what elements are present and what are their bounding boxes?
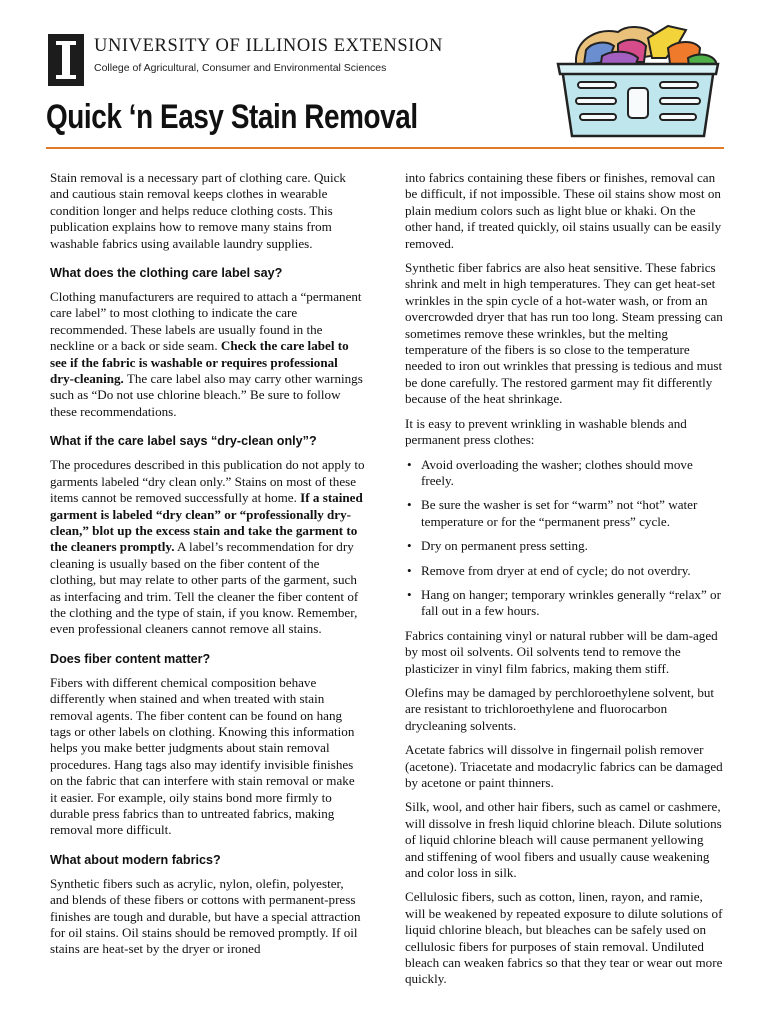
cellulosic-paragraph: Cellulosic fibers, such as cotton, linen, rayon, and ramie, will be weakened by repeated exposure to dilute solutions of liquid chlorine bleach, but bleaches can be safely used on cellulosic fibers for purposes of stain removal. Undiluted bleach can weaken fabrics so that they tear or wear out more quickly. (405, 889, 723, 987)
heat-sensitive-paragraph: Synthetic fiber fabrics are also heat sensitive. These fabrics shrink and melt in high temperatures. They can get heat-set wrinkles in the spin cycle of a hot-water wash, or from an overcrowded dryer that has run too long. Steam pressing can sometimes remove these wrinkles, but the melting temperature of the fibers is so close to the temperature needed to iron out wrinkles that pressing is tedious and must be done carefully. The restored garment may fit differently because of the heat shrinkage. (405, 260, 723, 407)
care-label-text-end: The care label also may carry other warnings such as “Do not use chlorine bleach.” Be sure to follow these recommendations. (50, 371, 363, 419)
care-label-emphasis: Check the care label to see if the fabric is washable or requires professional dry-cleaning. (50, 338, 349, 387)
list-item: • Hang on hanger; temporary wrinkles generally “relax” or fall out in a few hours. (421, 587, 723, 620)
dry-clean-emphasis: If a stained garment is labeled “dry clean” or “professionally dry-clean,” blot up the excess stain and take the garment to the cleaners promptly. (50, 490, 363, 555)
dry-clean-heading: What if the care label says “dry-clean only”? (50, 434, 317, 449)
list-item: • Be sure the washer is set for “warm” not “hot” water temperature or for the “permanent press” cycle. (421, 497, 723, 530)
list-item: • Avoid overloading the washer; clothes should move freely. (421, 457, 723, 490)
organization-name: UNIVERSITY OF ILLINOIS EXTENSION (94, 36, 443, 56)
college-name: College of Agricultural, Consumer and Environmental Sciences (94, 62, 387, 74)
silk-wool-paragraph: Silk, wool, and other hair fibers, such as camel or cashmere, will dissolve in fresh liquid chlorine bleach. Dilute solutions of liquid chlorine bleach will cause permanent yellowing and stiffening of wool fibers and usually cause weakening and color loss in silk. (405, 799, 722, 881)
vinyl-paragraph: Fabrics containing vinyl or natural rubber will be dam-aged by most oil solvents. Oil solvents tend to remove the plasticizer in vinyl film fabrics, making them stiff. (405, 627, 718, 676)
olefins-paragraph: Olefins may be damaged by perchloroethylene solvent, but are resistant to trichloroethylene and fluorocarbon drycleaning solvents. (405, 684, 715, 733)
dry-clean-text: The procedures described in this publication do not apply to garments labeled “dry clean only.” Stains on most of these items cannot be removed successfully at home. (50, 457, 365, 506)
title-divider (46, 147, 724, 149)
modern-fabrics-paragraph: Synthetic fibers such as acrylic, nylon, olefin, polyester, and blends of these fibers or cottons with permanent-press finishes are tough and durable, but have a special attraction for oil stains. Oil stains should be removed promptly. If oil stains are heat-set by the dryer or ironed (50, 875, 361, 957)
care-label-heading: What does the clothing care label say? (50, 266, 283, 281)
oil-stains-paragraph: into fabrics containing these fibers or finishes, removal can be difficult, if not impossible. These oil stains show most on plain medium colors such as light blue or khaki. On the other hand, if treated quickly, oil stains usually can be easily removed. (405, 170, 722, 251)
left-column (50, 170, 365, 966)
right-column (405, 170, 723, 996)
acetate-paragraph: Acetate fabrics will dissolve in fingernail polish remover (acetone). Triacetate and modacrylic fabrics can be damaged by acetone or paint thinners. (405, 742, 723, 790)
laundry-basket-icon (548, 18, 728, 144)
list-item: • Dry on permanent press setting. (421, 538, 723, 554)
intro-paragraph: Stain removal is a necessary part of clothing care. Quick and cautious stain removal keeps clothes in wearable condition longer and helps reduce clothing costs. This publication explains how to remove many stains from washable fabrics using available laundry supplies. (50, 170, 346, 251)
fiber-content-paragraph: Fibers with different chemical composition behave differently when stained and when treated with stain removal agents. The fiber content can be found on hang tags or other labels on clothing. Knowing this information helps you make better judgments about stain removal procedures. Hang tags also may identify invisible finishes on the fabric that can interfere with stain removal or make it easier. For example, oily stains bond more firmly to durable press fabrics than to untreated fabrics, making removal more difficult. (50, 674, 355, 838)
fiber-content-heading: Does fiber content matter? (50, 651, 211, 666)
list-item: • Remove from dryer at end of cycle; do not overdry. (421, 563, 723, 579)
university-logo-icon (48, 34, 84, 86)
masthead (48, 34, 488, 94)
care-label-text: Clothing manufacturers are required to attach a “permanent care label” to most clothing to indicate the care recommended. These labels are usually found in the neckline or a back or side seam. (50, 289, 362, 354)
dry-clean-paragraph (50, 457, 365, 637)
care-label-paragraph (50, 289, 365, 420)
wrinkle-prevention-intro: It is easy to prevent wrinkling in washable blends and permanent press clothes: (405, 415, 687, 448)
page-title: Quick ‘n Easy Stain Removal (46, 98, 418, 136)
wrinkle-tips-list (405, 457, 723, 620)
modern-fabrics-heading: What about modern fabrics? (50, 852, 221, 867)
dry-clean-text-end: A label’s recommendation for dry cleaning is usually based on the fiber content of the clothing, but may relate to other parts of the garment, such as interfacing and trim. Tell the cleaner the fiber content of the clothing and the type of stain, if you know. Remember, even professional cleaners cannot remove all stains. (50, 539, 359, 637)
